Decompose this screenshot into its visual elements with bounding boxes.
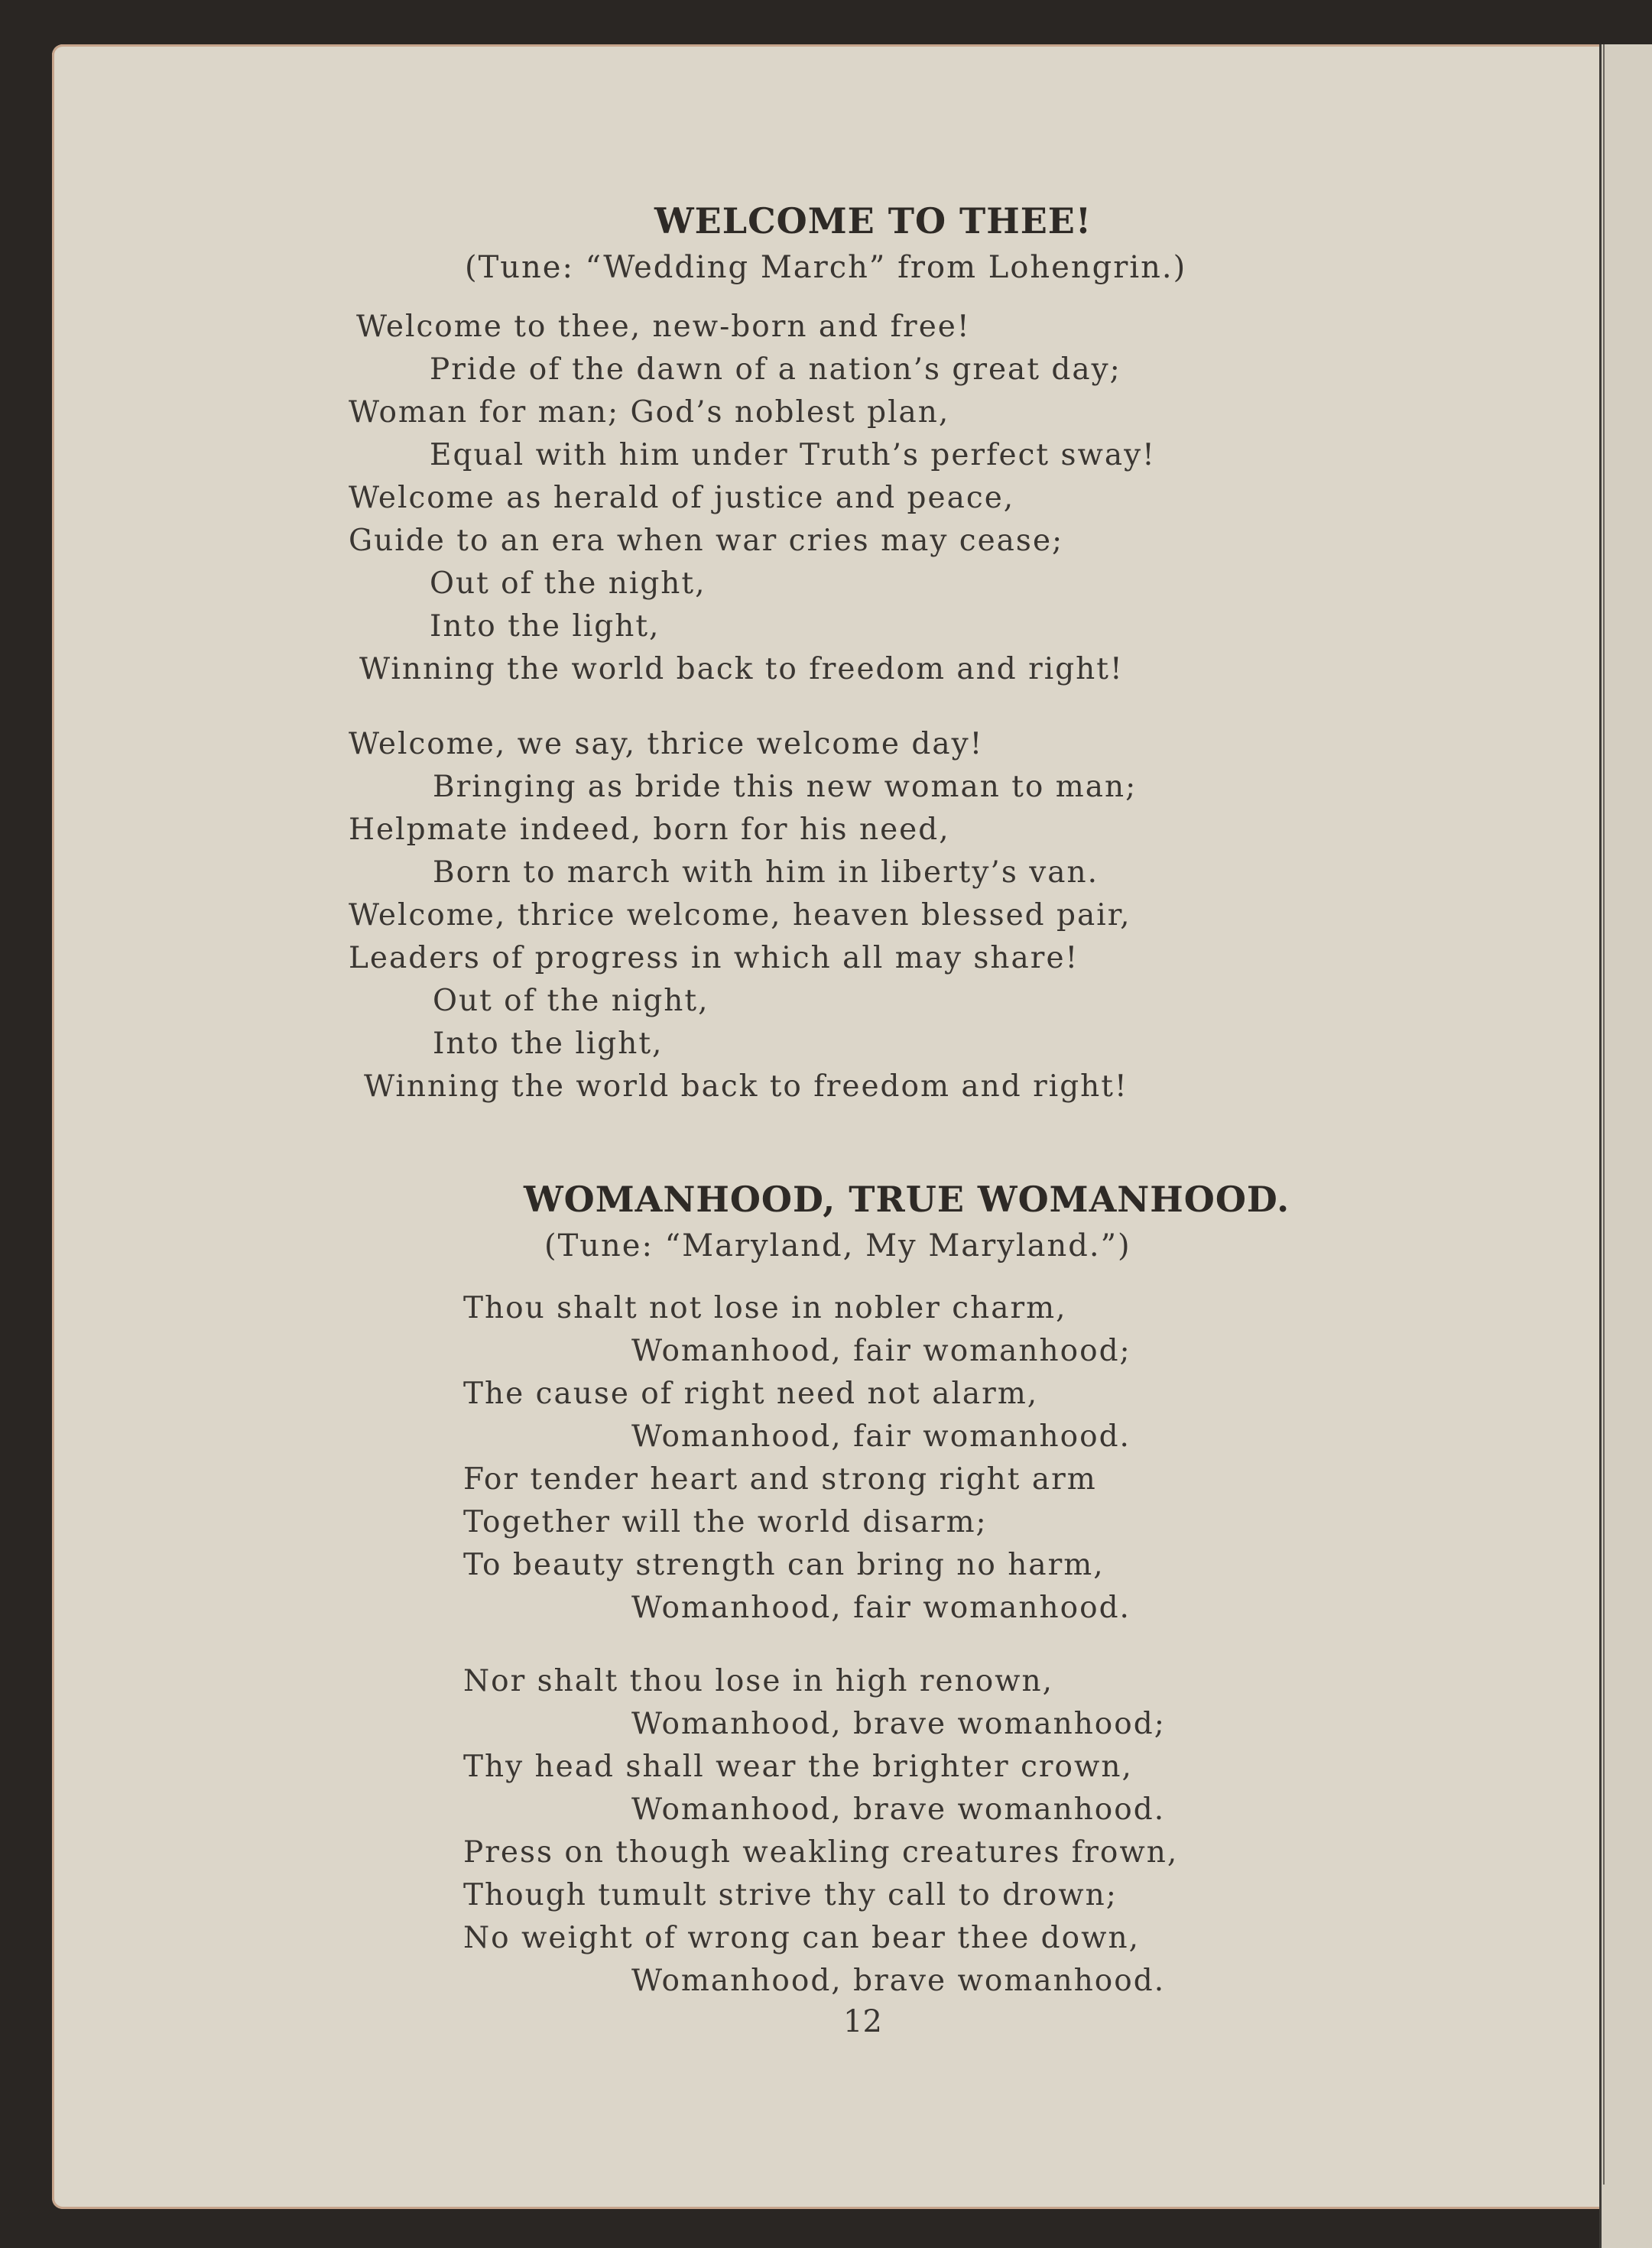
verse-line: Winning the world back to freedom and right! — [359, 652, 1124, 686]
verse-line: Guide to an era when war cries may cease; — [349, 524, 1064, 558]
verse-line: Welcome, we say, thrice welcome day! — [349, 727, 984, 761]
verse-line: Though tumult strive thy call to drown; — [463, 1878, 1118, 1912]
verse-line: Womanhood, fair womanhood. — [631, 1419, 1131, 1454]
verse-line: Bringing as bride this new woman to man; — [433, 770, 1138, 804]
verse-line: Into the light, — [430, 609, 660, 644]
verse-line: Welcome, thrice welcome, heaven blessed pair, — [349, 898, 1131, 933]
verse-line: Press on though weakling creatures frown, — [463, 1835, 1179, 1870]
verse-line: Equal with him under Truth’s perfect sway! — [430, 438, 1156, 472]
verse-line: Womanhood, brave womanhood; — [631, 1707, 1166, 1741]
verse-line: No weight of wrong can bear thee down, — [463, 1921, 1141, 1955]
verse-line: Helpmate indeed, born for his need, — [349, 813, 950, 847]
verse-line: Out of the night, — [433, 984, 709, 1018]
verse-line: Together will the world disarm; — [463, 1505, 988, 1539]
song-title-welcome: WELCOME TO THEE! — [654, 200, 1092, 242]
page-number: 12 — [843, 2004, 882, 2039]
verse-line: Born to march with him in liberty’s van. — [433, 855, 1099, 890]
verse-line: Leaders of progress in which all may share! — [349, 941, 1079, 975]
gutter-line — [1603, 44, 1605, 2185]
verse-line: Thou shalt not lose in nobler charm, — [463, 1291, 1067, 1325]
verse-line: Womanhood, fair womanhood; — [631, 1334, 1131, 1368]
song-title-womanhood: WOMANHOOD, TRUE WOMANHOOD. — [524, 1179, 1290, 1220]
next-page-edge — [1599, 44, 1652, 2248]
verse-line: Pride of the dawn of a nation’s great day; — [430, 352, 1121, 387]
verse-line: Out of the night, — [430, 566, 706, 601]
song-tune-womanhood: (Tune: “Maryland, My Maryland.”) — [544, 1228, 1131, 1263]
verse-line: To beauty strength can bring no harm, — [463, 1548, 1105, 1582]
verse-line: For tender heart and strong right arm — [463, 1462, 1097, 1497]
song-tune-welcome: (Tune: “Wedding March” from Lohengrin.) — [465, 250, 1187, 285]
verse-line: Nor shalt thou lose in high renown, — [463, 1664, 1054, 1698]
verse-line: Woman for man; God’s noblest plan, — [349, 395, 950, 430]
verse-line: Welcome as herald of justice and peace, — [349, 481, 1015, 515]
verse-line: Thy head shall wear the brighter crown, — [463, 1750, 1133, 1784]
verse-line: The cause of right need not alarm, — [463, 1377, 1039, 1411]
verse-line: Womanhood, fair womanhood. — [631, 1591, 1131, 1625]
verse-line: Womanhood, brave womanhood. — [631, 1792, 1166, 1827]
verse-line: Winning the world back to freedom and right! — [364, 1069, 1128, 1104]
verse-line: Into the light, — [433, 1027, 664, 1061]
verse-line: Womanhood, brave womanhood. — [631, 1964, 1166, 1998]
verse-line: Welcome to thee, new-born and free! — [356, 310, 971, 344]
